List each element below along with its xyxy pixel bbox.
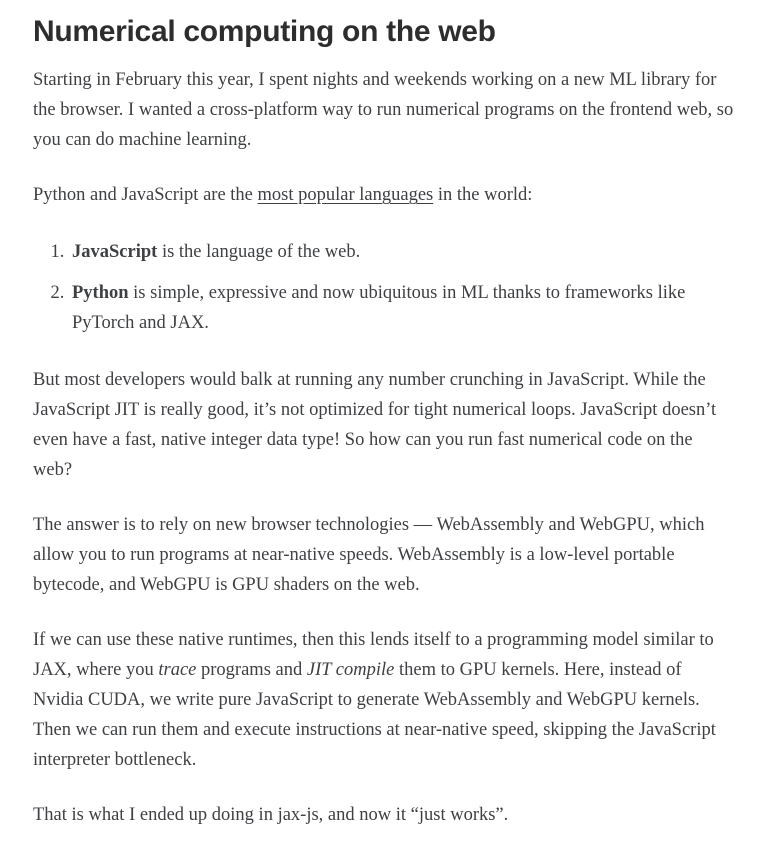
list-item [69, 278, 735, 338]
italic-text: JIT compile [306, 660, 395, 680]
text-run: Python and JavaScript are the [33, 185, 258, 205]
bold-text: Python [72, 283, 129, 303]
paragraph [33, 800, 735, 830]
article-body [33, 65, 735, 830]
text-run: If we can use these native runtimes, then this lends itself to a programming model similar to JAX, where you [33, 630, 714, 680]
text-run: is simple, expressive and now ubiquitous in ML thanks to frameworks like PyTorch and JAX. [72, 283, 686, 333]
text-run: them to GPU kernels. Here, instead of Nvidia CUDA, we write pure JavaScript to generate WebAssembly and WebGPU kernels. Then we can run them and execute instructions at near-native speed, skipping the JavaScript interpreter bottleneck. [33, 660, 716, 770]
text-run: The answer is to rely on new browser technologies — WebAssembly and WebGPU, which allow you to run programs at near-native speeds. WebAssembly is a low-level portable bytecode, and WebGPU is GPU shaders on the web. [33, 515, 705, 595]
text-run: in the world: [433, 185, 533, 205]
paragraph [33, 365, 735, 485]
paragraph [33, 625, 735, 775]
text-run: Starting in February this year, I spent nights and weekends working on a new ML library for the browser. I wanted a cross-platform way to run numerical programs on the frontend web, so you can do machine learning. [33, 70, 734, 150]
list-item [69, 237, 735, 267]
ordered-list [33, 237, 735, 338]
text-run: That is what I ended up doing in jax-js, and now it “just works”. [33, 805, 509, 825]
italic-text: trace [158, 660, 197, 680]
text-run: programs and [196, 660, 307, 680]
bold-text: JavaScript [72, 242, 158, 262]
paragraph [33, 510, 735, 600]
inline-link[interactable]: most popular languages [257, 185, 434, 205]
paragraph [33, 180, 735, 210]
paragraph [33, 65, 735, 155]
text-run: is the language of the web. [157, 242, 361, 262]
text-run: But most developers would balk at running any number crunching in JavaScript. While the JavaScript JIT is really good, it’s not optimized for tight numerical loops. JavaScript doesn’t even have a fast, native integer data type! So how can you run fast numerical code on the web? [33, 370, 717, 480]
page-title: Numerical computing on the web [33, 15, 496, 48]
